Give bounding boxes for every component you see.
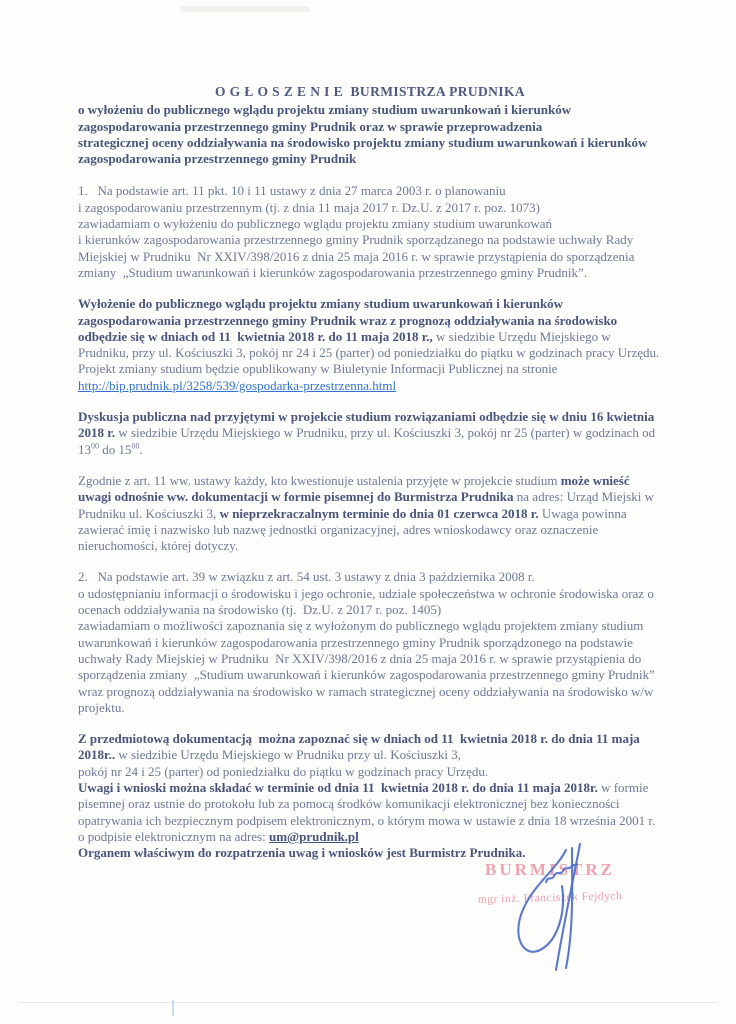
text-run: strategicznej oceny oddziaływania na środowisko projektu zmiany studium uwarunkowań i kierunków zagospodarowania przestrzennego gminy Prudnik: [78, 134, 648, 167]
text-run: pokój nr 24 i 25 (parter) od poniedziałku do piątku w godzinach pracy Urzędu.: [78, 763, 489, 779]
text-run: o udostępnianiu informacji o środowisku i jego ochronie, udziale społeczeństwa w ochronie środowiska oraz o ocenach oddziaływania na środowisko (tj. Dz.U. z 2017 r. poz. 1405): [78, 585, 654, 618]
scan-tick-artifact: [172, 1000, 174, 1016]
text-run: .: [139, 441, 143, 457]
link[interactable]: um@prudnik.pl: [268, 828, 359, 844]
text-run: w siedzibie Urzędu Miejskiego w Prudniku, przy ul. Kościuszki 3, pokój nr 24 i 25 (parter) od poniedziałku do piątku w godzinach pracy Urzędu. Projekt zmiany studium będzie opublikowany w Biuletynie Informacji Publicznej na stronie: [78, 328, 660, 377]
document-body: [78, 183, 662, 861]
mayor-stamp-name: mgr inż. Franciszek Fejdych: [477, 890, 623, 907]
scan-smudge-artifact: [180, 6, 310, 12]
superscript-text: 00: [91, 441, 99, 451]
text-run: w siedzibie Urzędu Miejskiego w Prudniku, przy ul. Kościuszki 3, pokój nr 25 (parter) w godzinach od 13: [78, 425, 656, 457]
paragraph-2: [78, 569, 662, 716]
text-run: zawiadamiam o wyłożeniu do publicznego wglądu projektu zmiany studium uwarunkowań: [78, 216, 553, 232]
mayor-stamp-title: BURMISTRZ: [485, 860, 615, 879]
text-run: Uwaga powinna zawierać imię i nazwisko lub nazwę jednostki organizacyjnej, adres wnioskodawcy oraz oznaczenie nieruchomości, której dotyczy.: [78, 505, 627, 554]
paragraph-1: [78, 183, 662, 281]
text-run: Organem właściwym do rozpatrzenia uwag i wniosków jest Burmistrz Prudnika.: [78, 845, 526, 861]
text-run: Zgodnie z art. 11 ww. ustawy każdy, kto kwestionuje ustalenia przyjęte w projekcie studium: [78, 472, 561, 488]
text-run: zawiadamiam o możliwości zapoznania się z wyłożonym do publicznego wglądu projektem zmiany studium uwarunkowań i kierunków zagospodarowania przestrzennego gminy Prudnik sporządzonego na podstawie uchwały Rady Miejskiej w Prudniku Nr XXIV/398/2016 z dnia 25 maja 2016 r. w sprawie przystąpienia do sporządzenia zmiany „Studium uwarunkowań i kierunków zagospodarowania przestrzennego gminy Prudnik” wraz prognozą oddziaływania na środowisko w ramach strategicznej oceny oddziaływania na środowisko w/w projektu.: [78, 618, 655, 715]
document-content: [78, 84, 662, 879]
paragraph-zgodnie: [78, 473, 662, 554]
text-run: w formie pisemnej oraz ustnie do protokołu lub za pomocą środków komunikacji elektronicznej bez konieczności opatrywania ich bezpiecznym podpisem elektronicznym, o którym mowa w ustawie z dnia 18 września 2001 r. o podpisie elektronicznym na adres:: [78, 779, 656, 844]
paragraph-dokumentacja: [78, 731, 662, 861]
page-title: O G Ł O S Z E N I E BURMISTRZA PRUDNIKA: [214, 84, 526, 99]
text-run: do 15: [99, 441, 132, 457]
text-run: na adres: Urząd Miejski w Prudniku ul. Kościuszki 3,: [78, 489, 654, 521]
text-run: Uwagi i wnioski można składać w terminie od dnia 11 kwietnia 2018 r. do dnia 11 maja 2018r.: [78, 779, 598, 795]
text-run: 2. Na podstawie art. 39 w związku z art. 54 ust. 3 ustawy z dnia 3 października 2008 r.: [78, 569, 535, 585]
paragraph-wylozenie: [78, 296, 662, 394]
text-run: i zagospodarowaniu przestrzennym (tj. z dnia 11 maja 2017 r. Dz.U. z 2017 r. poz. 1073): [78, 199, 540, 215]
text-run: Dyskusja publiczna nad przyjętymi w projekcie studium rozwiązaniami odbędzie się w dniu 16 kwietnia 2018 r.: [78, 409, 655, 441]
text-run: Wyłożenie do publicznego wglądu projektu zmiany studium uwarunkowań i kierunków zagospodarowania przestrzennego gminy Prudnik wraz z prognozą oddziaływania na środowisko odbędzie się w dniach od 11 kwietnia 2018 r. do 11 maja 2018 r.,: [78, 296, 618, 344]
text-run: w nieprzekraczalnym terminie do dnia 01 czerwca 2018 r.: [219, 505, 539, 521]
text-run: w siedzibie Urzędu Miejskiego w Prudniku przy ul. Kościuszki 3,: [115, 747, 461, 763]
superscript-text: 00: [131, 441, 140, 451]
text-run: może wnieść uwagi odnośnie ww. dokumentacji w formie pisemnej do Burmistrza Prudnika: [78, 472, 630, 505]
text-run: i kierunków zagospodarowania przestrzennego gminy Prudnik sporządzanego na podstawie uchwały Rady Miejskiej w Prudniku Nr XXIV/398/2016 z dnia 25 maja 2016 r. w sprawie przystąpienia do sporządzenia zmiany „Studium uwarunkowań i kierunków zagospodarowania przestrzennego gminy Prudnik”.: [78, 232, 635, 280]
text-run: Z przedmiotową dokumentacją można zapoznać się w dniach od 11 kwietnia 2018 r. do dnia 11 maja 2018r..: [78, 731, 640, 763]
paragraph-dyskusja: [78, 409, 662, 458]
text-run: 1. Na podstawie art. 11 pkt. 10 i 11 ustawy z dnia 27 marca 2003 r. o planowaniu: [78, 183, 506, 199]
link[interactable]: http://bip.prudnik.pl/3258/539/gospodarka-przestrzenna.html: [78, 377, 397, 393]
scan-edge-line-artifact: [18, 1002, 718, 1003]
text-run: o wyłożeniu do publicznego wglądu projektu zmiany studium uwarunkowań i kierunków zagospodarowania przestrzennego gminy Prudnik oraz w sprawie przeprowadzenia: [78, 102, 572, 134]
document-subtitle: [78, 102, 662, 167]
